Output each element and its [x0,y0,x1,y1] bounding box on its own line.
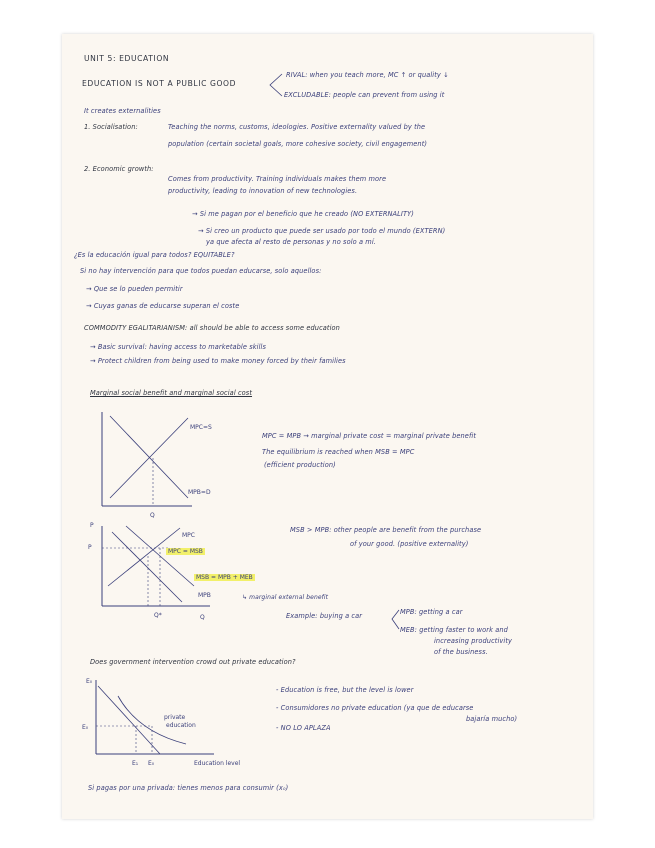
public-good-heading: EDUCATION IS NOT A PUBLIC GOOD [82,79,237,88]
commodity-item-1: → Basic survival: having access to marketable skills [90,343,266,351]
example-label: Example: buying a car [286,612,363,620]
example-meb: MEB: getting faster to work and [400,626,508,634]
graph-2-note-2: of your good. (positive externality) [350,540,469,548]
graph-3-x-axis-label: Education level [194,760,241,767]
graph-1-note-2: The equilibrium is reached when MSB = MPC [262,448,415,456]
growth-point-1: → Si me pagan por el beneficio que he creado (NO EXTERNALITY) [192,210,414,218]
graph-1-note-1: MPC = MPB → marginal private cost = marginal private benefit [262,432,477,440]
graph-2-meb-note: ↳ marginal external benefit [242,594,329,601]
graph-2-q-star-label: Q* [154,612,162,619]
crowd-out-point-2: - Consumidores no private education (ya que de educarse [276,704,474,712]
crowd-out-point-1: - Education is free, but the level is lower [276,686,414,694]
equity-line: Si no hay intervención para que todos puedan educarse, solo aquellos: [80,267,322,275]
graph-1-note-3: (efficient production) [264,461,336,469]
graph-2-axes [102,526,212,610]
crowd-out-point-2b: bajaría mucho) [466,715,518,723]
equity-item-2: → Cuyas ganas de educarse superan el coste [86,302,240,310]
growth-label: 2. Economic growth: [84,165,154,173]
brace-icon [268,72,284,98]
unit-title: UNIT 5: EDUCATION [84,54,170,63]
graph-1-demand-label: MPB=D [188,489,211,496]
example-meb-2: increasing productivity [434,637,513,645]
externalities-intro: It creates externalities [84,107,161,115]
equity-item-1: → Que se lo pueden permitir [86,285,183,293]
graph-1-q-label: Q [150,512,155,519]
graph-1-axes [102,412,192,510]
graph-3-e-axis-label: E₀ [86,678,93,685]
growth-point-2b: ya que afecta al resto de personas y no solo a mí. [206,238,376,246]
commodity-heading: COMMODITY EGALITARIANISM: all should be able to access some education [84,324,340,332]
graph-3-e1-label: E₁ [132,760,139,767]
crowd-out-point-3: - NO LO APLAZA [276,724,331,732]
growth-line-2: productivity, leading to innovation of new technologies. [168,187,358,195]
equity-question: ¿Es la educación igual para todos? EQUITABLE? [74,251,235,259]
brace-icon [390,609,400,631]
graph-3-e0-label: E₀ [148,760,155,767]
excludable-definition: EXCLUDABLE: people can prevent from using it [284,91,445,99]
crowd-out-question: Does government intervention crowd out private education? [90,658,296,666]
example-mpb: MPB: getting a car [400,608,463,616]
commodity-item-2: → Protect children from being used to make money forced by their families [90,357,346,365]
graph-3-private-label: private [164,714,186,721]
section-title: Marginal social benefit and marginal social cost [90,389,253,397]
socialisation-label: 1. Socialisation: [84,123,138,131]
growth-line-1: Comes from productivity. Training individuals makes them more [168,175,387,183]
graph-2-mpc-label: MPC [182,532,195,539]
graph-2-p-axis-label: P [90,522,94,529]
socialisation-line-1: Teaching the norms, customs, ideologies. Positive externality valued by the [168,123,426,131]
example-meb-3: of the business. [434,648,488,656]
crowd-out-footer: Si pagas por una privada: tienes menos para consumir (x₀) [88,784,289,792]
graph-3-education-label: education [166,722,196,729]
graph-2-msb-label: MSB = MPB + MEB [196,574,253,581]
graph-2-note-1: MSB > MPB: other people are benefit from the purchase [290,526,482,534]
graph-3-e-level-label: E₀ [82,724,89,731]
graph-3-axes [96,680,216,758]
growth-point-2a: → Si creo un producto que puede ser usado por todo el mundo (EXTERN) [198,227,446,235]
graph-1-supply-label: MPC=S [190,424,212,431]
rival-definition: RIVAL: when you teach more, MC ↑ or quality ↓ [286,71,449,79]
graph-2-p-level-label: P [88,544,92,551]
graph-2-mpb-label: MPB [198,592,211,599]
graph-2-q-axis-label: Q [200,614,205,621]
graph-2-mpc-msb-label: MPC = MSB [168,548,203,555]
notebook-page [62,34,593,819]
socialisation-line-2: population (certain societal goals, more cohesive society, civil engagement) [168,140,428,148]
